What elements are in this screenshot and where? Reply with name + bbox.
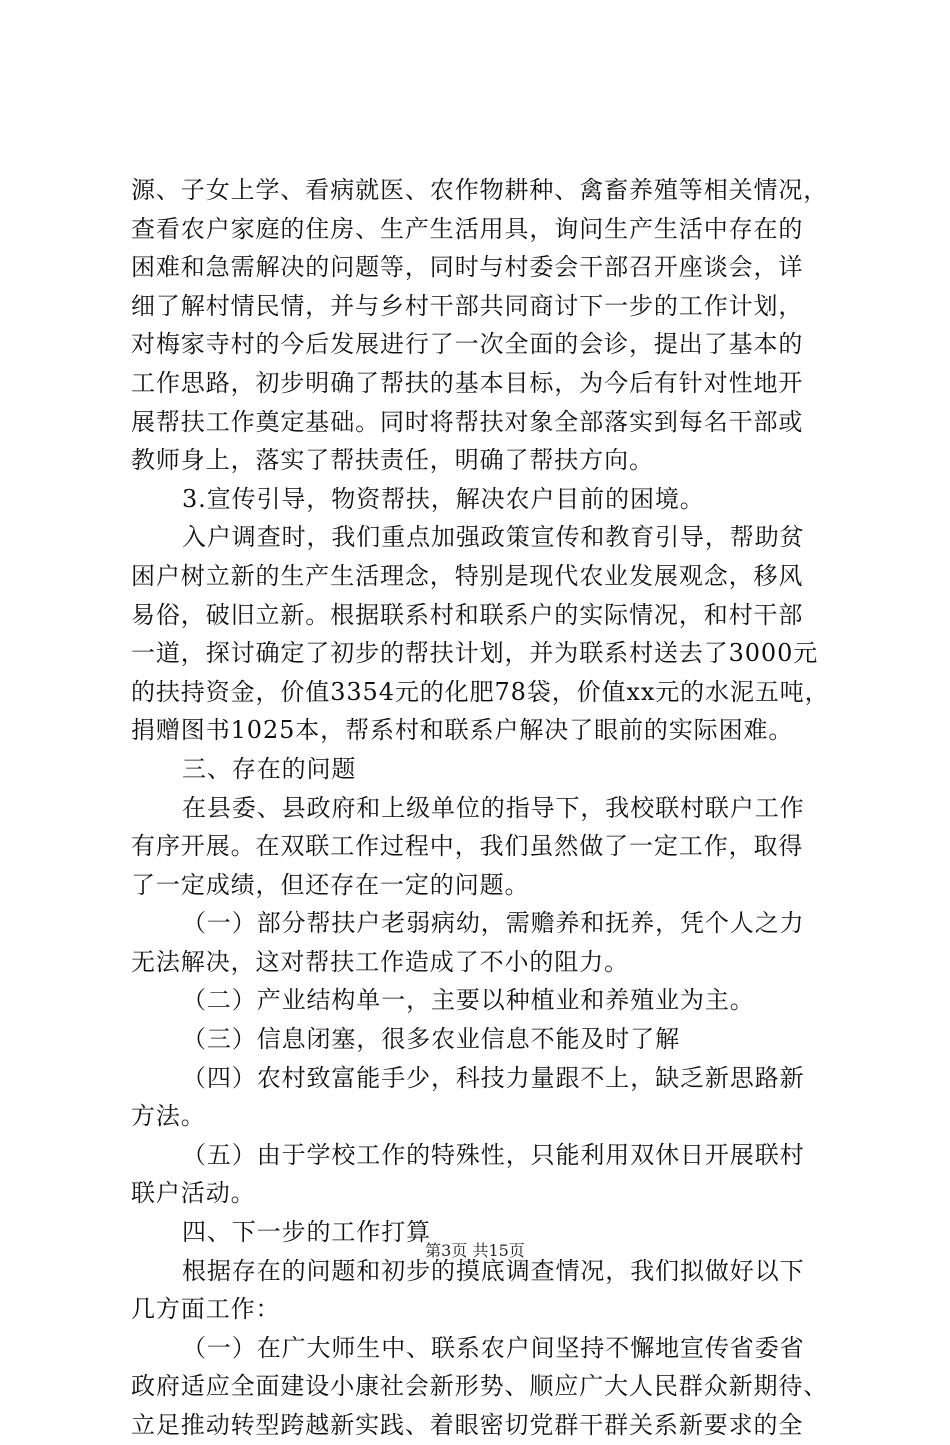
section-heading: 三、存在的问题 [182,754,357,783]
list-item: （一）部分帮扶户老弱病幼，需赡养和抚养，凭个人之力 [182,909,805,938]
list-item: （五）由于学校工作的特殊性，只能利用双休日开展联村 [182,1140,805,1169]
text-line: 对梅家寺村的今后发展进行了一次全面的会诊，提出了基本的 [131,330,804,359]
text-line: 展帮扶工作奠定基础。同时将帮扶对象全部落实到每名干部或 [131,407,804,436]
text-line: 困难和急需解决的问题等，同时与村委会干部召开座谈会，详 [131,253,804,282]
text-line: 有序开展。在双联工作过程中，我们虽然做了一定工作，取得 [131,832,804,861]
text-line: 了一定成绩，但还存在一定的问题。 [131,870,530,899]
text-line: 联户活动。 [131,1179,256,1208]
text-line: 细了解村情民情，并与乡村干部共同商讨下一步的工作计划， [131,291,804,320]
list-item: （四）农村致富能手少，科技力量跟不上，缺乏新思路新 [182,1063,805,1092]
text-line: 无法解决，这对帮扶工作造成了不小的阻力。 [131,947,629,976]
text-line: 的扶持资金，价值3354元的化肥78袋，价值xx元的水泥五吨， [131,677,830,706]
text-line: 查看农户家庭的住房、生产生活用具，询问生产生活中存在的 [131,214,804,243]
list-item: （二）产业结构单一，主要以种植业和养殖业为主。 [182,986,755,1015]
list-item: （三）信息闭塞，很多农业信息不能及时了解 [182,1025,680,1054]
text-line: 方法。 [131,1102,206,1131]
text-line: 几方面工作： [131,1295,281,1324]
section-heading: 四、下一步的工作打算 [182,1218,431,1247]
paragraph-start: 入户调查时，我们重点加强政策宣传和教育引导，帮助贫 [182,523,805,552]
text-line: 教师身上，落实了帮扶责任，明确了帮扶方向。 [131,446,654,475]
text-line: 一道，探讨确定了初步的帮扶计划，并为联系村送去了3000元 [131,639,819,668]
text-line: 立足推动转型跨越新实践、着眼密切党群干群关系新要求的全 [131,1411,804,1439]
page-number-footer: 第3页 共15页 [425,1241,525,1260]
text-line: 源、子女上学、看病就医、农作物耕种、禽畜养殖等相关情况， [131,176,829,204]
text-line: 易俗，破旧立新。根据联系村和联系户的实际情况，和村干部 [131,600,804,629]
text-line: 工作思路，初步明确了帮扶的基本目标，为今后有针对性地开 [131,368,804,397]
paragraph-start: 根据存在的问题和初步的摸底调查情况，我们拟做好以下 [182,1256,805,1285]
subsection-heading: 3.宣传引导，物资帮扶，解决农户目前的困境。 [182,484,705,513]
list-item: （一）在广大师生中、联系农户间坚持不懈地宣传省委省 [182,1333,805,1362]
paragraph-start: 在县委、县政府和上级单位的指导下，我校联村联户工作 [182,793,805,822]
text-line: 困户树立新的生产生活理念，特别是现代农业发展观念，移风 [131,561,804,590]
text-line: 捐赠图书1025本，帮系村和联系户解决了眼前的实际困难。 [131,716,794,745]
text-line: 政府适应全面建设小康社会新形势、顺应广大人民群众新期待、 [131,1372,829,1401]
